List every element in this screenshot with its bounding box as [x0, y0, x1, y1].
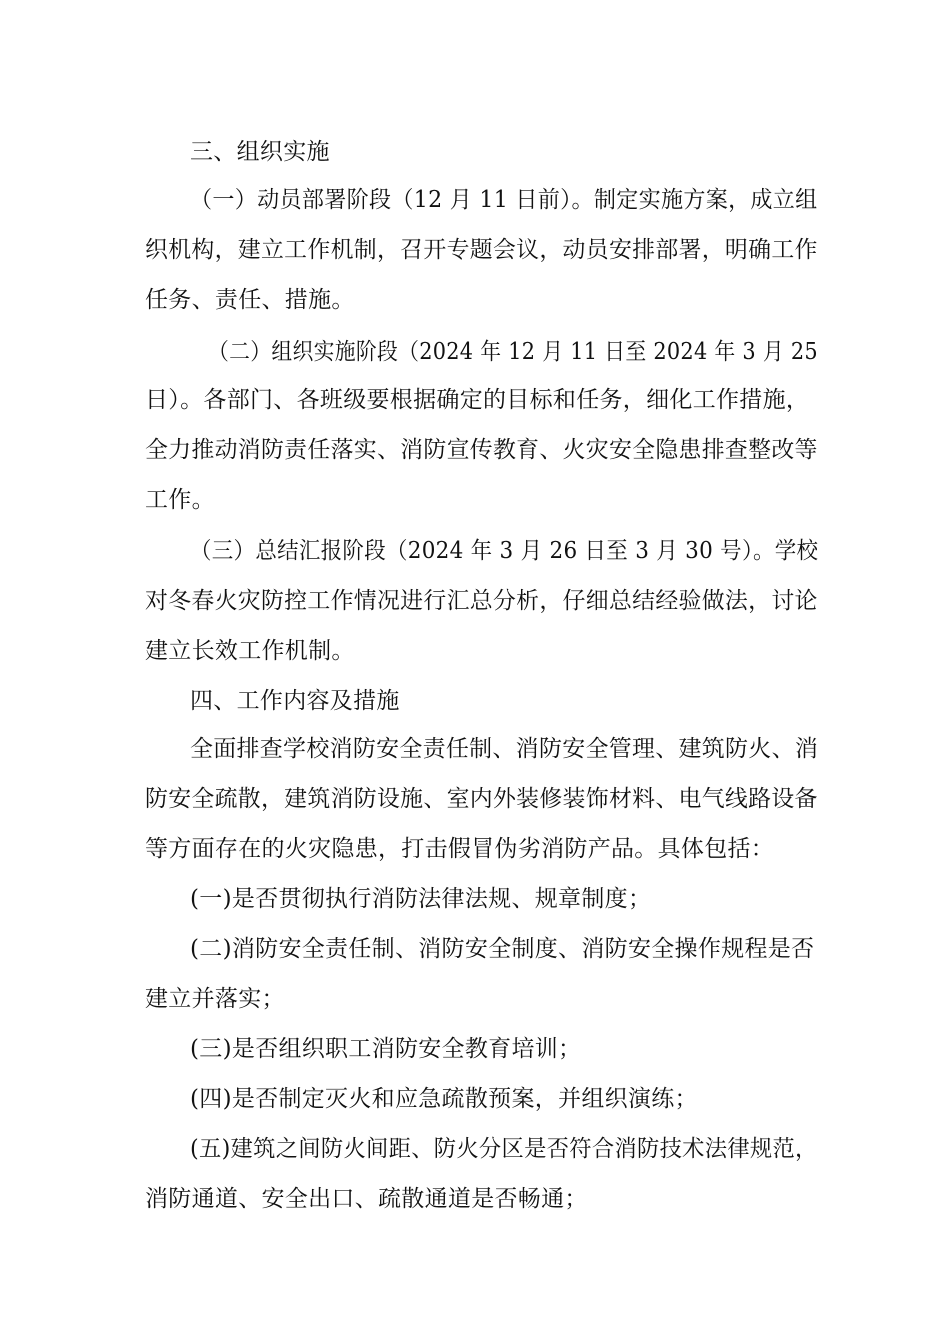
paragraph-line: （三）总结汇报阶段（2024 年 3 月 26 日至 3 月 30 号）。学校	[190, 538, 819, 564]
list-item-continuation: 消防通道、安全出口、疏散通道是否畅通；	[145, 1186, 588, 1212]
list-item: (三)是否组织职工消防安全教育培训；	[190, 1036, 582, 1062]
list-item: (二)消防安全责任制、消防安全制度、消防安全操作规程是否	[190, 936, 815, 962]
paragraph-line: 日）。各部门、各班级要根据确定的目标和任务，细化工作措施，	[145, 387, 810, 413]
list-item: (四)是否制定灭火和应急疏散预案，并组织演练；	[190, 1086, 698, 1112]
paragraph-line: 织机构，建立工作机制，召开专题会议，动员安排部署，明确工作	[145, 237, 818, 263]
section-heading-3: 三、组织实施	[190, 139, 330, 165]
paragraph-line: 对冬春火灾防控工作情况进行汇总分析，仔细总结经验做法，讨论	[145, 588, 818, 614]
paragraph-line: 全面排查学校消防安全责任制、消防安全管理、建筑防火、消	[190, 736, 819, 762]
paragraph-line: 建立长效工作机制。	[145, 638, 355, 664]
list-item: (五)建筑之间防火间距、防火分区是否符合消防技术法律规范，	[190, 1136, 818, 1162]
paragraph-line: 全力推动消防责任落实、消防宣传教育、火灾安全隐患排查整改等	[145, 437, 818, 463]
paragraph-line: 等方面存在的火灾隐患，打击假冒伪劣消防产品。具体包括：	[145, 836, 775, 862]
list-item: (一)是否贯彻执行消防法律法规、规章制度；	[190, 886, 652, 912]
paragraph-line: （二）组织实施阶段（2024 年 12 月 11 日至 2024 年 3 月 25	[208, 339, 818, 365]
paragraph-line: 工作。	[145, 487, 215, 513]
paragraph-line: （一）动员部署阶段（12 月 11 日前）。制定实施方案，成立组	[190, 187, 818, 213]
paragraph-line: 防安全疏散，建筑消防设施、室内外装修装饰材料、电气线路设备	[145, 786, 818, 812]
list-item-continuation: 建立并落实；	[145, 986, 285, 1012]
section-heading-4: 四、工作内容及措施	[190, 688, 400, 714]
paragraph-line: 任务、责任、措施。	[145, 287, 355, 313]
